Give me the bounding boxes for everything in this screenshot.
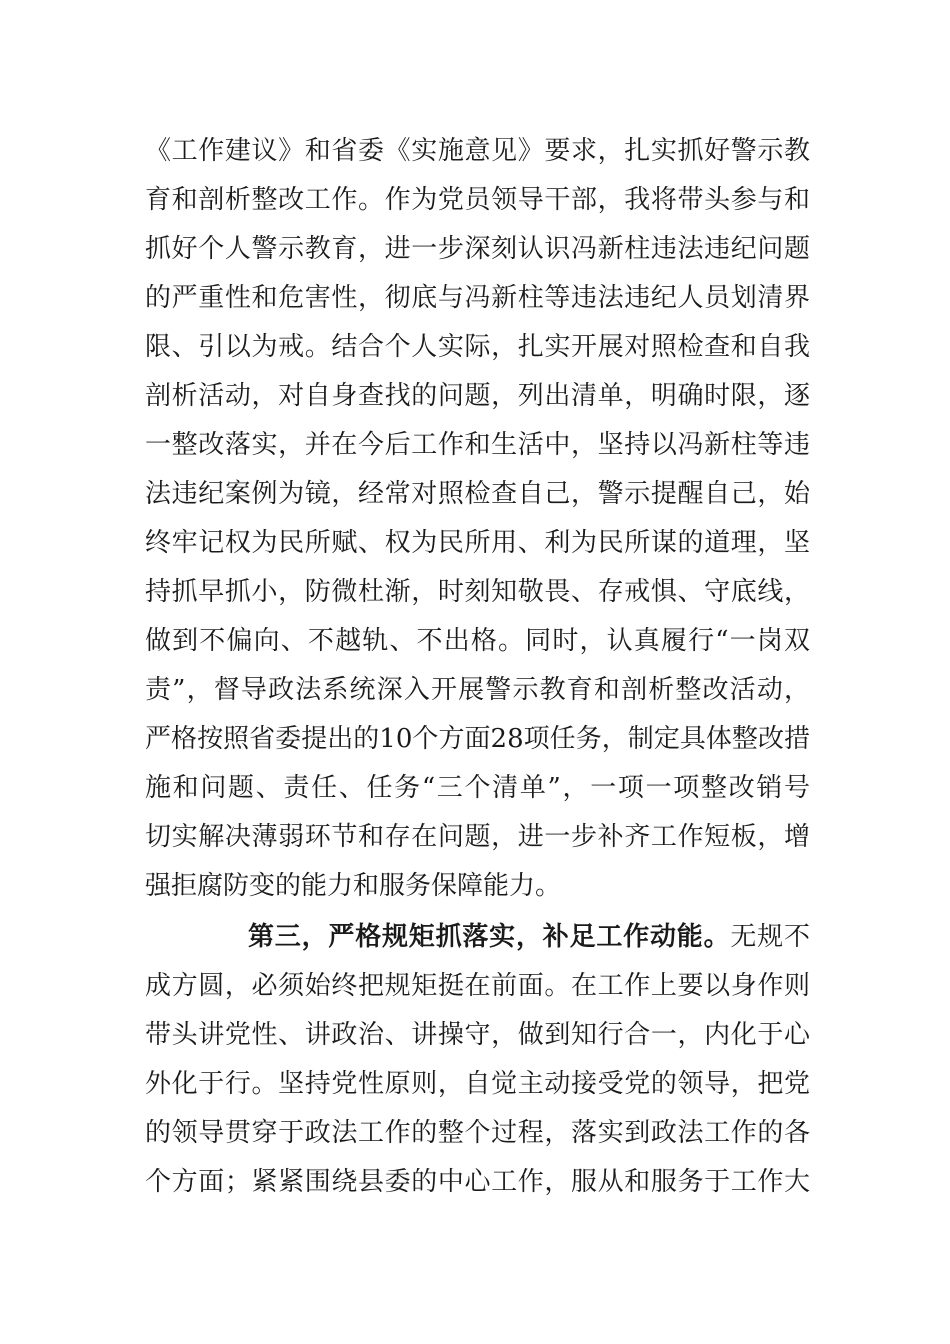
- text-line: 终牢记权为民所赋、权为民所用、利为民所谋的道理，坚: [145, 528, 810, 558]
- text-line: 剖析活动，对自身查找的问题，列出清单，明确时限，逐: [145, 381, 810, 411]
- text-line: 强拒腐防变的能力和服务保障能力。: [145, 871, 562, 901]
- document-body: [145, 127, 810, 1207]
- text-line: 切实解决薄弱环节和存在问题，进一步补齐工作短板，增: [145, 822, 810, 852]
- text-line: 责”，督导政法系统深入开展警示教育和剖析整改活动，: [145, 675, 810, 705]
- text-line: 严格按照省委提出的10个方面28项任务，制定具体整改措: [145, 724, 810, 754]
- paragraph-first-line: [145, 913, 810, 962]
- text-line: 的领导贯穿于政法工作的整个过程，落实到政法工作的各: [145, 1118, 810, 1148]
- text-line: 《工作建议》和省委《实施意见》要求，扎实抓好警示教: [145, 136, 810, 166]
- section-heading: 第三，严格规矩抓落实，补足工作动能。: [248, 922, 731, 952]
- text-line: 成方圆，必须始终把规矩挺在前面。在工作上要以身作则: [145, 971, 810, 1001]
- text-line: 施和问题、责任、任务“三个清单”，一项一项整改销号: [145, 773, 810, 803]
- text-line: 持抓早抓小，防微杜渐，时刻知敬畏、存戒惧、守底线，: [145, 577, 810, 607]
- text-line: 育和剖析整改工作。作为党员领导干部，我将带头参与和: [145, 185, 810, 215]
- paragraph-rules-discipline: [145, 913, 810, 1207]
- heading-continuation: 无规不: [730, 922, 810, 952]
- text-line: 限、引以为戒。结合个人实际，扎实开展对照检查和自我: [145, 332, 810, 362]
- text-line: 个方面；紧紧围绕县委的中心工作，服从和服务于工作大: [145, 1167, 810, 1197]
- text-line: 外化于行。坚持党性原则，自觉主动接受党的领导，把党: [145, 1069, 810, 1099]
- paragraph-warning-education: [145, 127, 810, 911]
- text-line: 抓好个人警示教育，进一步深刻认识冯新柱违法违纪问题: [145, 234, 810, 264]
- text-line: 带头讲党性、讲政治、讲操守，做到知行合一，内化于心: [145, 1020, 810, 1050]
- text-line: 法违纪案例为镜，经常对照检查自己，警示提醒自己，始: [145, 479, 810, 509]
- text-line: 做到不偏向、不越轨、不出格。同时，认真履行“一岗双: [145, 626, 810, 656]
- text-line: 一整改落实，并在今后工作和生活中，坚持以冯新柱等违: [145, 430, 810, 460]
- text-line: 的严重性和危害性，彻底与冯新柱等违法违纪人员划清界: [145, 283, 810, 313]
